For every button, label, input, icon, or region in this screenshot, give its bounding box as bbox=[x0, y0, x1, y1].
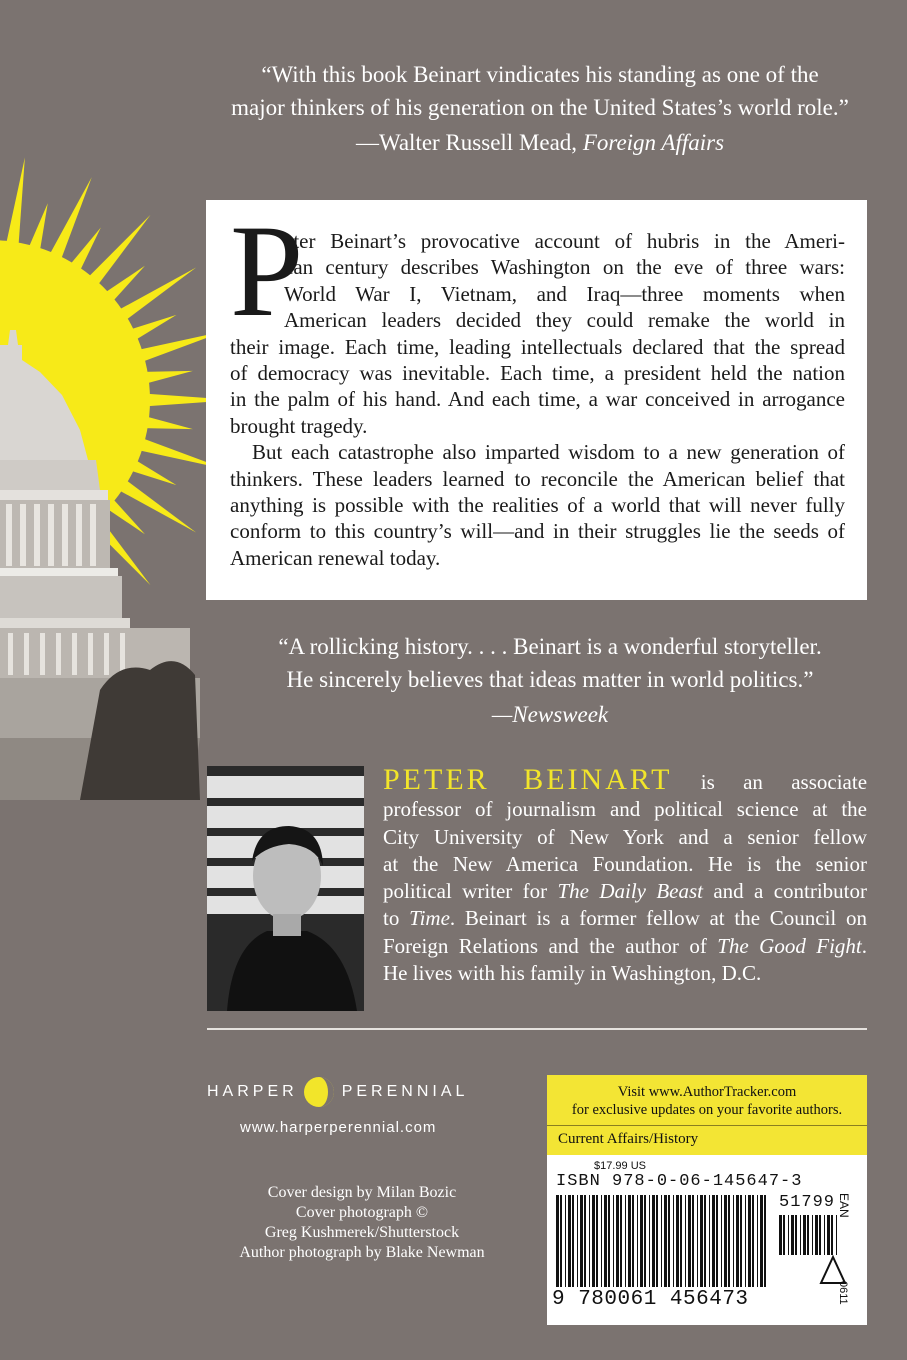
barcode-bar bbox=[783, 1215, 785, 1255]
barcode-bar bbox=[697, 1195, 698, 1287]
attribution-name: —Walter Russell Mead, bbox=[355, 130, 583, 155]
drop-cap: P bbox=[230, 197, 304, 344]
barcode-bar bbox=[616, 1195, 619, 1287]
barcode-bar bbox=[812, 1215, 813, 1255]
credit-line: Author photograph by Blake Newman bbox=[239, 1244, 485, 1261]
barcode-bar bbox=[819, 1215, 821, 1255]
barcode-bar bbox=[712, 1195, 715, 1287]
description-line: of democracy was inevitable. Each time, a president held the nation bbox=[230, 361, 845, 386]
description-line: can century describes Washington on the eve of three wars: bbox=[284, 255, 845, 280]
credit-line: Cover design by Milan Bozic bbox=[267, 1184, 457, 1201]
bio-text: Foreign Relations and the author of bbox=[383, 933, 718, 958]
barcode-bar bbox=[704, 1195, 706, 1287]
cover-credits bbox=[207, 1183, 517, 1263]
barcode-bar bbox=[736, 1195, 739, 1287]
barcode-bar bbox=[589, 1195, 590, 1287]
barcode-bar bbox=[577, 1195, 578, 1287]
authortracker-line: Visit www.AuthorTracker.com bbox=[617, 1084, 797, 1100]
author-bio bbox=[383, 763, 868, 987]
barcode-bar bbox=[584, 1195, 586, 1287]
divider-rule bbox=[207, 1028, 867, 1030]
credit-line: Cover photograph © bbox=[295, 1204, 429, 1221]
bio-title: Time bbox=[409, 906, 450, 931]
barcode-bar bbox=[632, 1195, 634, 1287]
category-label: Current Affairs/History bbox=[558, 1131, 699, 1147]
barcode-graphic bbox=[556, 1195, 771, 1287]
barcode-bar bbox=[580, 1195, 583, 1287]
barcode-bar bbox=[661, 1195, 662, 1287]
barcode-number: 9 780061 456473 bbox=[552, 1288, 749, 1311]
bio-text: to bbox=[383, 906, 410, 931]
barcode-panel bbox=[547, 1075, 867, 1325]
barcode-bar bbox=[640, 1195, 643, 1287]
barcode-bar bbox=[572, 1195, 574, 1287]
barcode-bar bbox=[760, 1195, 763, 1287]
barcode-bar bbox=[613, 1195, 614, 1287]
barcode-bar bbox=[836, 1215, 837, 1255]
barcode-bar bbox=[652, 1195, 655, 1287]
barcode-bar bbox=[824, 1215, 825, 1255]
barcode-bar bbox=[803, 1215, 806, 1255]
description-line: eter Beinart’s provocative account of hubris in the Ameri- bbox=[284, 229, 845, 253]
barcode-bar bbox=[716, 1195, 718, 1287]
barcode-bar bbox=[668, 1195, 670, 1287]
publisher-url: www.harperperennial.com bbox=[240, 1119, 437, 1136]
barcode-bar bbox=[740, 1195, 742, 1287]
barcode-bar bbox=[664, 1195, 667, 1287]
barcode-bar bbox=[764, 1195, 766, 1287]
barcode-bar bbox=[596, 1195, 598, 1287]
isbn-label: ISBN 978-0-06-145647-3 bbox=[556, 1172, 803, 1191]
barcode-bar bbox=[644, 1195, 646, 1287]
credit-line: Greg Kushmerek/Shutterstock bbox=[264, 1224, 460, 1241]
barcode-bar bbox=[721, 1195, 722, 1287]
barcode-bar bbox=[592, 1195, 595, 1287]
barcode-bar bbox=[800, 1215, 801, 1255]
barcode-bar bbox=[601, 1195, 602, 1287]
barcode-bar bbox=[807, 1215, 809, 1255]
attribution-source: —Newsweek bbox=[491, 702, 609, 727]
barcode-bar bbox=[673, 1195, 674, 1287]
quote-line: “A rollicking history. . . . Beinart is a wonderful storyteller. bbox=[278, 634, 822, 659]
book-description-box bbox=[206, 197, 867, 600]
description-line: in the palm of his hand. And each time, a war conceived in arrogance bbox=[230, 387, 845, 412]
author-photo bbox=[207, 766, 364, 1011]
barcode-bar bbox=[656, 1195, 658, 1287]
bio-line: at the New America Foundation. He is the senior bbox=[383, 851, 867, 876]
publisher-wordmark bbox=[207, 1075, 517, 1109]
bio-line: professor of journalism and political science at the bbox=[383, 797, 867, 822]
barcode-bar bbox=[815, 1215, 818, 1255]
barcode-bar bbox=[724, 1195, 727, 1287]
publisher-sun-icon bbox=[302, 1075, 336, 1109]
barcode-bar bbox=[831, 1215, 833, 1255]
quote-attribution bbox=[230, 698, 870, 731]
bio-title: The Daily Beast bbox=[557, 879, 704, 904]
barcode-bar bbox=[649, 1195, 650, 1287]
barcode-bar bbox=[637, 1195, 638, 1287]
ean-label: EAN bbox=[837, 1193, 851, 1218]
category-bar bbox=[547, 1125, 867, 1154]
author-portrait-graphic bbox=[207, 766, 364, 1011]
barcode-bar bbox=[620, 1195, 622, 1287]
bio-line: He lives with his family in Washington, D.C. bbox=[383, 961, 762, 986]
quote-line: major thinkers of his generation on the United States’s world role.” bbox=[231, 95, 849, 120]
barcode-bar bbox=[709, 1195, 710, 1287]
quote-line: “With this book Beinart vindicates his standing as one of the bbox=[261, 62, 819, 87]
description-line: American renewal today. bbox=[230, 545, 441, 570]
barcode-bar bbox=[745, 1195, 746, 1287]
barcode-bar bbox=[685, 1195, 686, 1287]
barcode-bar bbox=[728, 1195, 730, 1287]
barcode-bar bbox=[628, 1195, 631, 1287]
description-line: their image. Each time, leading intellectuals declared that the spread bbox=[230, 334, 845, 359]
barcode-bar bbox=[779, 1215, 782, 1255]
barcode-bar bbox=[556, 1195, 559, 1287]
barcode-bar bbox=[692, 1195, 694, 1287]
barcode-bar bbox=[568, 1195, 571, 1287]
description-line: But each catastrophe also imparted wisdom to a new generation of bbox=[252, 440, 845, 465]
description-line: anything is possible with the realities of a world that will never fully bbox=[230, 493, 845, 518]
barcode-bar bbox=[733, 1195, 734, 1287]
price-addon-code: 51799 bbox=[779, 1193, 836, 1212]
quote-line: He sincerely believes that ideas matter in world politics.” bbox=[286, 667, 814, 692]
barcode-bar bbox=[757, 1195, 758, 1287]
barcode-bar bbox=[752, 1195, 754, 1287]
barcode-bar bbox=[791, 1215, 794, 1255]
attribution-source: Foreign Affairs bbox=[582, 130, 725, 155]
description-line: World War I, Vietnam, and Iraq—three moments when bbox=[284, 281, 845, 306]
bio-line bbox=[383, 933, 867, 960]
addon-barcode-graphic bbox=[779, 1215, 839, 1255]
barcode-bar bbox=[748, 1195, 751, 1287]
barcode-bar bbox=[560, 1195, 562, 1287]
description-line: brought tragedy. bbox=[230, 413, 368, 438]
publisher-name-left: HARPER bbox=[207, 1083, 298, 1100]
bio-line bbox=[383, 878, 867, 905]
barcode-bar bbox=[604, 1195, 607, 1287]
quote-newsweek bbox=[230, 630, 870, 731]
description-line: thinkers. These leaders learned to reconcile the American belief that bbox=[230, 466, 845, 491]
publisher-name-right: PERENNIAL bbox=[341, 1083, 469, 1100]
barcode-bar bbox=[788, 1215, 789, 1255]
authortracker-banner bbox=[547, 1075, 867, 1155]
bio-text: and a contributor bbox=[703, 879, 868, 904]
bio-text: political writer for bbox=[383, 879, 558, 904]
author-name: PETER BEINART bbox=[383, 763, 673, 796]
barcode-bar bbox=[676, 1195, 679, 1287]
barcode-bar bbox=[565, 1195, 566, 1287]
sun-ray bbox=[5, 157, 25, 252]
bio-line bbox=[383, 763, 868, 796]
bio-text: . Beinart is a former fellow at the Council on bbox=[449, 906, 867, 931]
quote-attribution bbox=[190, 126, 890, 159]
barcode-bar bbox=[608, 1195, 610, 1287]
quote-foreign-affairs bbox=[190, 58, 890, 159]
bio-line: City University of New York and a senior fellow bbox=[383, 824, 867, 849]
bio-line bbox=[383, 905, 867, 932]
barcode-bar bbox=[795, 1215, 797, 1255]
description-line: American leaders decided they could remake the world in bbox=[284, 308, 845, 333]
barcode-bar bbox=[625, 1195, 626, 1287]
barcode-bar bbox=[680, 1195, 682, 1287]
bio-title: The Good Fight bbox=[717, 933, 862, 958]
bio-text: is an associate bbox=[700, 770, 868, 794]
barcode-bar bbox=[827, 1215, 830, 1255]
publisher-logo bbox=[207, 1075, 517, 1136]
description-line: conform to this country’s will—and in their struggles lie the seeds of bbox=[230, 519, 845, 544]
bio-text: . bbox=[861, 933, 867, 958]
authortracker-line: for exclusive updates on your favorite authors. bbox=[571, 1102, 843, 1118]
barcode-bar bbox=[688, 1195, 691, 1287]
price-label: $17.99 US bbox=[594, 1160, 646, 1172]
print-code: 0611 bbox=[837, 1281, 849, 1305]
barcode-bar bbox=[700, 1195, 703, 1287]
